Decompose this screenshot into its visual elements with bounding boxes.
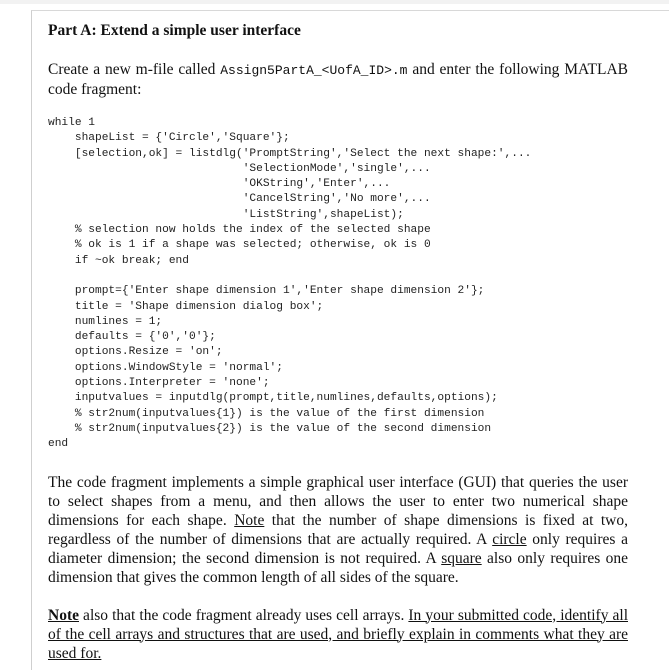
square-underline: square <box>441 549 482 567</box>
code-line: defaults = {'0','0'}; <box>48 331 216 344</box>
code-line: end <box>48 438 69 451</box>
code-line: options.WindowStyle = 'normal'; <box>48 361 283 374</box>
code-line: title = 'Shape dimension dialog box'; <box>48 300 324 313</box>
code-line: options.Resize = 'on'; <box>48 346 223 359</box>
description-paragraph: The code fragment implements a simple graphical user interface (GUI) that queries the user to select shapes from a menu, and then allows the user to enter two numerical shape dimensions for each shape. Note that the number of shape dimensions is fixed at two, regardless of the number of dimensions that are actually required. A circle only requires a diameter dimension; the second dimension is not required. A square also only requires one dimension that gives the common length of all sides of the square. <box>48 473 629 586</box>
code-line: [selection,ok] = listdlg('PromptString','Select the next shape:',... <box>48 147 532 160</box>
code-line: % str2num(inputvalues{1}) is the value of the first dimension <box>48 407 485 420</box>
code-line: shapeList = {'Circle','Square'}; <box>48 132 290 145</box>
circle-underline: circle <box>492 530 527 548</box>
code-block <box>48 116 628 453</box>
intro-paragraph: Create a new m-file called Assign5PartA_<UofA_ID>.m and enter the following MATLAB code fragment: <box>48 61 628 98</box>
filename: Assign5PartA_<UofA_ID>.m <box>220 63 408 78</box>
code-line: inputvalues = inputdlg(prompt,title,numlines,defaults,options); <box>48 392 498 405</box>
code-line: 'OKString','Enter',... <box>48 178 391 191</box>
top-divider <box>0 0 669 4</box>
code-line: numlines = 1; <box>48 315 163 328</box>
section-heading: Part A: Extend a simple user interface <box>48 22 301 39</box>
code-line: % str2num(inputvalues{2}) is the value of the second dimension <box>48 422 492 435</box>
code-line <box>48 269 628 284</box>
code-line: 'SelectionMode','single',... <box>48 162 431 175</box>
code-line: % ok is 1 if a shape was selected; otherwise, ok is 0 <box>48 239 431 252</box>
code-line: while 1 <box>48 117 95 129</box>
note-underline: Note <box>234 511 265 529</box>
note-bold: Note <box>48 606 79 624</box>
code-line: % selection now holds the index of the selected shape <box>48 224 431 237</box>
code-line: 'CancelString','No more',... <box>48 193 431 206</box>
code-line: 'ListString',shapeList); <box>48 208 404 221</box>
code-line: prompt={'Enter shape dimension 1','Enter shape dimension 2'}; <box>48 285 485 298</box>
code-line: options.Interpreter = 'none'; <box>48 377 270 390</box>
instruction-underlined: In your submitted code, identify all of the cell arrays and structures that are used, and briefly explain in comments what they are used for. <box>48 606 628 662</box>
code-line: if ~ok break; end <box>48 254 189 267</box>
instruction-paragraph: Note also that the code fragment already uses cell arrays. In your submitted code, identify all of the cell arrays and structures that are used, and briefly explain in comments what they are used for. <box>48 606 628 662</box>
document-body <box>48 18 628 663</box>
